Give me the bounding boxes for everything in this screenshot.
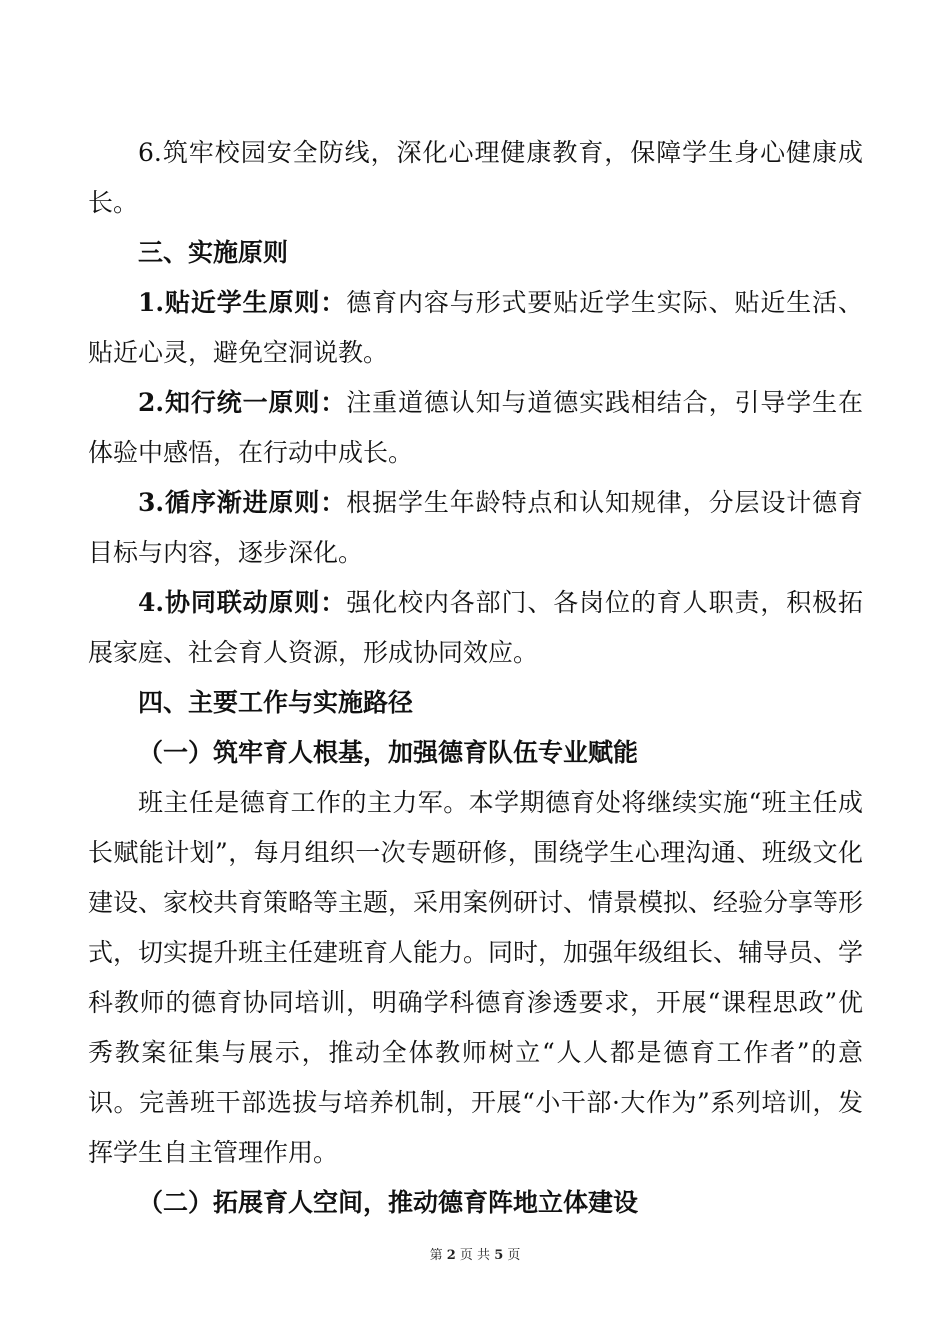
principle-4-text: 强化校内各部门、各岗位的育人职责，积极拓展家庭、社会育人资源，形成协同效应。 [88,588,863,667]
principle-1 [88,278,863,378]
principle-3-lead: 3.循序渐进原则： [138,488,347,517]
principle-1-lead: 1.贴近学生原则： [138,288,347,317]
principle-4 [88,578,863,678]
footer-suffix: 页 [507,1248,521,1263]
footer-middle: 页 共 [459,1248,491,1263]
principle-3 [88,478,863,578]
subsection-heading-1: （一）筑牢育人根基，加强德育队伍专业赋能 [138,738,639,767]
document-body [88,128,863,1228]
subsection-heading-2: （二）拓展育人空间，推动德育阵地立体建设 [138,1188,639,1217]
page-footer [0,1244,950,1263]
principle-2-lead: 2.知行统一原则： [138,388,347,417]
section-heading-main-work: 四、主要工作与实施路径 [138,688,414,717]
footer-total-pages: 5 [494,1248,504,1263]
principle-4-lead: 4.协同联动原则： [138,588,347,617]
goal-item-6: 6.筑牢校园安全防线，深化心理健康教育，保障学生身心健康成长。 [88,138,863,217]
section-heading-principles: 三、实施原则 [138,238,289,267]
footer-page-number: 2 [446,1248,456,1263]
principle-2 [88,378,863,478]
principle-2-text: 注重道德认知与道德实践相结合，引导学生在体验中感悟，在行动中成长。 [88,388,863,467]
principle-1-text: 德育内容与形式要贴近学生实际、贴近生活、贴近心灵，避免空洞说教。 [88,288,863,367]
subsection-1-body: 班主任是德育工作的主力军。本学期德育处将继续实施“班主任成长赋能计划”，每月组织一次专题研修，围绕学生心理沟通、班级文化建设、家校共育策略等主题，采用案例研讨、情景模拟、经验分享等形式，切实提升班主任建班育人能力。同时，加强年级组长、辅导员、学科教师的德育协同培训，明确学科德育渗透要求，开展“课程思政”优秀教案征集与展示，推动全体教师树立“人人都是德育工作者”的意识。完善班干部选拔与培养机制，开展“小干部·大作为”系列培训，发挥学生自主管理作用。 [88,788,864,1167]
footer-prefix: 第 [429,1248,443,1263]
principle-3-text: 根据学生年龄特点和认知规律，分层设计德育目标与内容，逐步深化。 [88,488,863,567]
